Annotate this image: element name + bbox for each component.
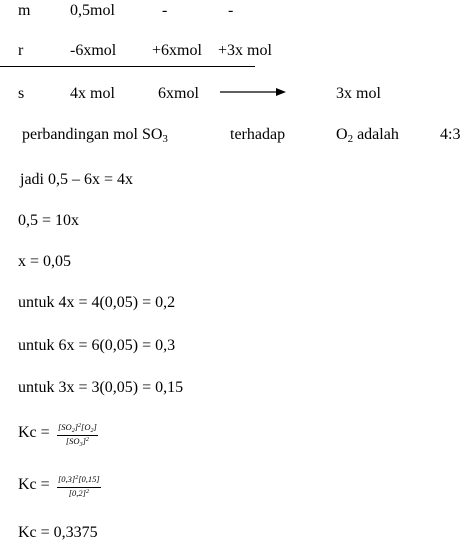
row-m-label: m [18,2,31,19]
kc-fraction-2-denominator: $[0,2]^2$ [68,488,89,498]
row-m-c2: - [162,2,168,19]
row-s-c1: 4x mol [70,85,115,102]
kc-label-2: Kc = [18,476,50,493]
row-r-label: r [18,42,24,59]
row-r-c2: +6xmol [152,42,202,59]
kc-fraction-2 [57,475,101,500]
ratio-part1: perbandingan mol SO3 [22,126,168,145]
row-s-label: s [18,85,25,102]
step-2: 0,5 = 10x [18,212,80,229]
step-6: untuk 3x = 3(0,05) = 0,15 [18,379,184,396]
kc-fraction-1-numerator: $[SO_2]^2[O_2]$ [58,422,97,434]
kc-label-1: Kc = [18,424,50,441]
step-4: untuk 4x = 4(0,05) = 0,2 [18,294,176,311]
step-5: untuk 6x = 6(0,05) = 0,3 [18,337,176,354]
ratio-o2: O2 adalah [336,126,399,145]
kc-result: Kc = 0,3375 [18,524,98,541]
kc-fraction-1 [57,423,98,448]
step-3: x = 0,05 [18,253,72,270]
row-s-c3: 3x mol [336,85,381,102]
row-r-c1: -6xmol [70,42,117,59]
row-r-c3: +3x mol [218,42,272,59]
kc-fraction-2-numerator: $[0,3]^2[0,15]$ [58,474,100,484]
row-s-c2: 6xmol [158,85,199,102]
ratio-value: 4:3 [440,126,461,143]
sum-divider-line [0,66,255,67]
ratio-part2: terhadap [230,126,286,143]
arrow-right-icon [220,84,288,100]
row-m-c1: 0,5mol [70,2,115,19]
row-m-c3: - [228,2,234,19]
step-1: jadi 0,5 – 6x = 4x [20,171,134,188]
kc-fraction-1-denominator: $[SO_3]^2$ [65,436,89,448]
